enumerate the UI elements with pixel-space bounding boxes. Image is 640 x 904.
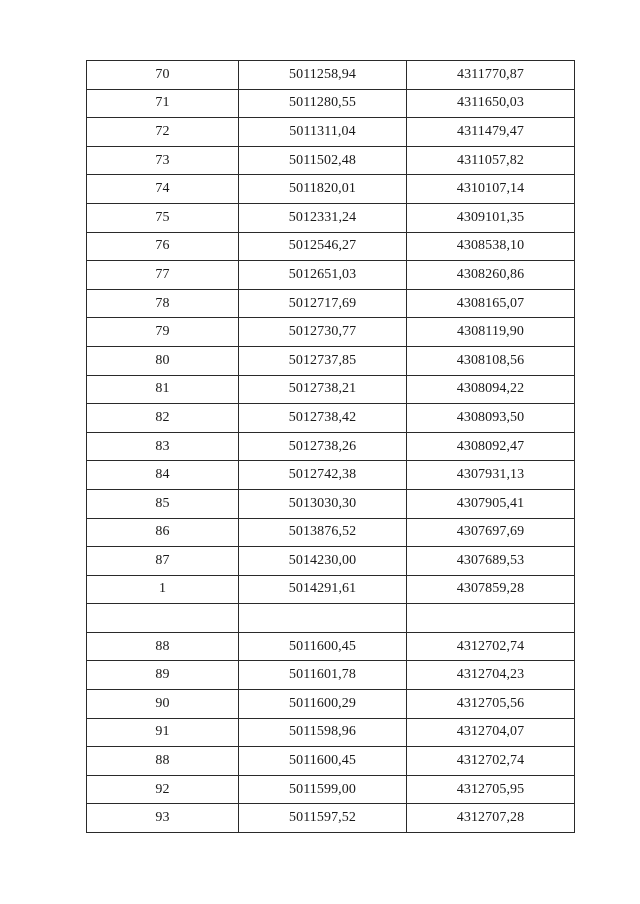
point-number-cell: 86 xyxy=(87,518,239,547)
x-coordinate-cell: 5011600,45 xyxy=(239,632,407,661)
table-row xyxy=(87,318,575,347)
x-coordinate-cell: 5011258,94 xyxy=(239,61,407,90)
table-row xyxy=(87,775,575,804)
y-coordinate-cell: 4312705,95 xyxy=(407,775,575,804)
point-number-cell: 82 xyxy=(87,404,239,433)
y-coordinate-cell: 4309101,35 xyxy=(407,203,575,232)
y-coordinate-cell: 4308092,47 xyxy=(407,432,575,461)
point-number-cell: 75 xyxy=(87,203,239,232)
x-coordinate-cell: 5013030,30 xyxy=(239,489,407,518)
table-row xyxy=(87,175,575,204)
y-coordinate-cell: 4308094,22 xyxy=(407,375,575,404)
table-row xyxy=(87,289,575,318)
table-row xyxy=(87,203,575,232)
table-row xyxy=(87,604,575,633)
x-coordinate-cell: 5012738,42 xyxy=(239,404,407,433)
y-coordinate-cell: 4311650,03 xyxy=(407,89,575,118)
y-coordinate-cell xyxy=(407,604,575,633)
point-number-cell: 88 xyxy=(87,747,239,776)
point-number-cell: 93 xyxy=(87,804,239,833)
table-row xyxy=(87,432,575,461)
y-coordinate-cell: 4312704,23 xyxy=(407,661,575,690)
table-row xyxy=(87,61,575,90)
point-number-cell: 84 xyxy=(87,461,239,490)
table-row xyxy=(87,718,575,747)
y-coordinate-cell: 4308538,10 xyxy=(407,232,575,261)
table-row xyxy=(87,89,575,118)
y-coordinate-cell: 4312707,28 xyxy=(407,804,575,833)
coordinates-table-body xyxy=(87,61,575,833)
y-coordinate-cell: 4307697,69 xyxy=(407,518,575,547)
x-coordinate-cell: 5012738,21 xyxy=(239,375,407,404)
table-row xyxy=(87,747,575,776)
x-coordinate-cell: 5012742,38 xyxy=(239,461,407,490)
x-coordinate-cell: 5011280,55 xyxy=(239,89,407,118)
table-row xyxy=(87,404,575,433)
table-row xyxy=(87,575,575,604)
y-coordinate-cell: 4308165,07 xyxy=(407,289,575,318)
y-coordinate-cell: 4311770,87 xyxy=(407,61,575,90)
point-number-cell: 83 xyxy=(87,432,239,461)
y-coordinate-cell: 4308260,86 xyxy=(407,261,575,290)
x-coordinate-cell: 5012331,24 xyxy=(239,203,407,232)
x-coordinate-cell: 5012730,77 xyxy=(239,318,407,347)
x-coordinate-cell: 5013876,52 xyxy=(239,518,407,547)
point-number-cell: 1 xyxy=(87,575,239,604)
table-row xyxy=(87,489,575,518)
table-row xyxy=(87,346,575,375)
x-coordinate-cell: 5011599,00 xyxy=(239,775,407,804)
table-row xyxy=(87,232,575,261)
x-coordinate-cell: 5012651,03 xyxy=(239,261,407,290)
x-coordinate-cell: 5011598,96 xyxy=(239,718,407,747)
y-coordinate-cell: 4308093,50 xyxy=(407,404,575,433)
y-coordinate-cell: 4311057,82 xyxy=(407,146,575,175)
table-row xyxy=(87,146,575,175)
point-number-cell: 90 xyxy=(87,690,239,719)
x-coordinate-cell: 5012546,27 xyxy=(239,232,407,261)
y-coordinate-cell: 4312702,74 xyxy=(407,632,575,661)
table-row xyxy=(87,547,575,576)
point-number-cell: 87 xyxy=(87,547,239,576)
x-coordinate-cell: 5011311,04 xyxy=(239,118,407,147)
table-row xyxy=(87,632,575,661)
table-row xyxy=(87,804,575,833)
x-coordinate-cell: 5011597,52 xyxy=(239,804,407,833)
x-coordinate-cell: 5011820,01 xyxy=(239,175,407,204)
table-row xyxy=(87,461,575,490)
y-coordinate-cell: 4307905,41 xyxy=(407,489,575,518)
point-number-cell: 76 xyxy=(87,232,239,261)
point-number-cell: 78 xyxy=(87,289,239,318)
point-number-cell: 88 xyxy=(87,632,239,661)
point-number-cell: 77 xyxy=(87,261,239,290)
coordinates-table xyxy=(86,60,575,833)
point-number-cell xyxy=(87,604,239,633)
table-row xyxy=(87,690,575,719)
x-coordinate-cell: 5011600,45 xyxy=(239,747,407,776)
table-row xyxy=(87,118,575,147)
point-number-cell: 91 xyxy=(87,718,239,747)
y-coordinate-cell: 4307689,53 xyxy=(407,547,575,576)
y-coordinate-cell: 4307931,13 xyxy=(407,461,575,490)
y-coordinate-cell: 4311479,47 xyxy=(407,118,575,147)
document-page xyxy=(86,60,574,833)
x-coordinate-cell: 5012738,26 xyxy=(239,432,407,461)
table-row xyxy=(87,261,575,290)
point-number-cell: 73 xyxy=(87,146,239,175)
x-coordinate-cell: 5012717,69 xyxy=(239,289,407,318)
y-coordinate-cell: 4310107,14 xyxy=(407,175,575,204)
point-number-cell: 81 xyxy=(87,375,239,404)
table-row xyxy=(87,375,575,404)
x-coordinate-cell: 5014291,61 xyxy=(239,575,407,604)
point-number-cell: 70 xyxy=(87,61,239,90)
x-coordinate-cell xyxy=(239,604,407,633)
x-coordinate-cell: 5011601,78 xyxy=(239,661,407,690)
point-number-cell: 85 xyxy=(87,489,239,518)
y-coordinate-cell: 4307859,28 xyxy=(407,575,575,604)
y-coordinate-cell: 4312702,74 xyxy=(407,747,575,776)
point-number-cell: 80 xyxy=(87,346,239,375)
point-number-cell: 79 xyxy=(87,318,239,347)
table-row xyxy=(87,518,575,547)
x-coordinate-cell: 5011600,29 xyxy=(239,690,407,719)
y-coordinate-cell: 4308108,56 xyxy=(407,346,575,375)
y-coordinate-cell: 4312705,56 xyxy=(407,690,575,719)
point-number-cell: 89 xyxy=(87,661,239,690)
x-coordinate-cell: 5014230,00 xyxy=(239,547,407,576)
x-coordinate-cell: 5011502,48 xyxy=(239,146,407,175)
y-coordinate-cell: 4308119,90 xyxy=(407,318,575,347)
point-number-cell: 71 xyxy=(87,89,239,118)
point-number-cell: 92 xyxy=(87,775,239,804)
point-number-cell: 74 xyxy=(87,175,239,204)
point-number-cell: 72 xyxy=(87,118,239,147)
x-coordinate-cell: 5012737,85 xyxy=(239,346,407,375)
y-coordinate-cell: 4312704,07 xyxy=(407,718,575,747)
table-row xyxy=(87,661,575,690)
